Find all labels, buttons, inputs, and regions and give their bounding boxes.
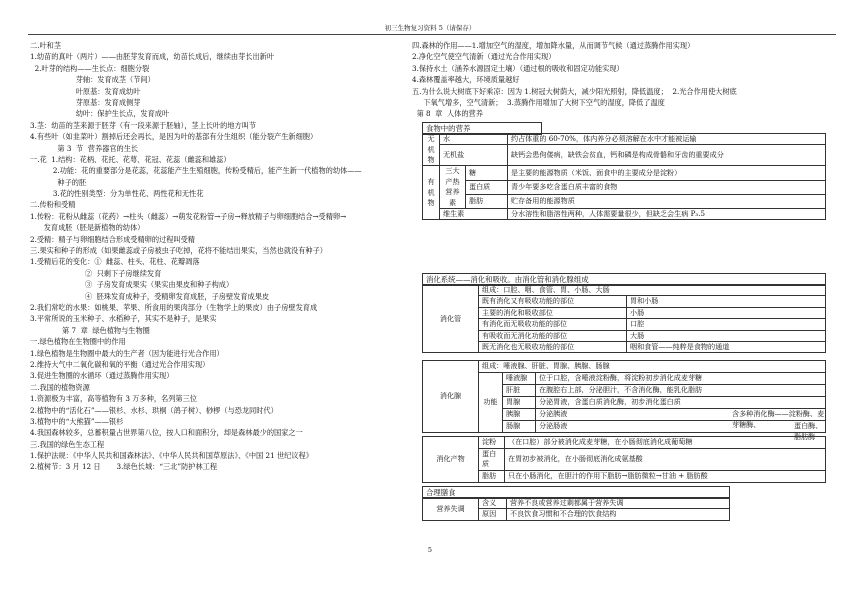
gland-name: 肠腺: [503, 421, 536, 433]
text-line: 3.花的性别类型：分为单性花、两性花和无性花: [30, 189, 204, 199]
tract-row: 既有消化又有吸收功能的部位: [479, 296, 627, 307]
gland-desc: 在腹腔右上部，分泌胆汁，不含消化酶，能乳化脂肪: [536, 385, 826, 397]
product-label: 消化产物: [423, 437, 479, 483]
text-line: 叶原基：发育成幼叶: [30, 86, 141, 96]
fat-label: 脂肪: [466, 194, 508, 208]
gland-desc: 位于口腔，含唾液淀粉酶，将淀粉初步消化成麦芽糖: [536, 373, 826, 385]
gland-name: 唾液腺: [503, 373, 536, 385]
tract-value: 小肠: [627, 307, 826, 318]
text-line: 第 8 章 人体的营养: [412, 109, 483, 119]
text-line: 四.森林的作用——1.增加空气的湿度，增加降水量，从而调节气候（通过蒸腾作用实现）: [412, 41, 695, 50]
diet-label: 营养失调: [423, 498, 479, 521]
nutrition-title: 食物中的营养: [422, 122, 542, 135]
fat-desc: 贮存备用的能源物质: [508, 194, 826, 208]
product-name: 脂肪: [479, 470, 505, 482]
tract-label: 消化管: [423, 285, 479, 353]
gland-name: 胰腺: [503, 409, 536, 421]
sugar-desc: 是主要的能源物质（米饭、面食中的主要成分是淀粉）: [508, 166, 826, 180]
text-line: 3.植物中的“大熊猫”——银杉: [30, 416, 124, 426]
enzymes-line2: 蛋白酶、脂肪酶: [794, 421, 823, 441]
text-line: 二.我国的植物资源: [30, 382, 90, 392]
text-line: 第 3 节 营养器官的生长: [30, 143, 139, 153]
right-column: [412, 40, 822, 120]
product-desc: （在口腔）部分被消化成麦芽糖，在小肠彻底消化成葡萄糖: [505, 437, 826, 449]
pancreas-desc: 分泌胰液: [539, 409, 568, 419]
product-desc: 只在小肠消化，在胆汁的作用下脂肪→脂肪微粒→甘油 + 脂肪酸: [505, 470, 826, 482]
text-line: 2.功能：花的重要部分是花蕊，花蕊能产生生殖细胞，传粉受精后，能产生新一代植物的幼体——: [30, 166, 362, 176]
gland-desc: 分泌胃液，含蛋白质消化酶，初步消化蛋白质: [536, 397, 826, 409]
function-label: 功能: [479, 373, 503, 433]
text-line: 芽原基：发育成侧芽: [30, 97, 141, 107]
diet-key: 含义: [479, 498, 507, 509]
nutrition-table: [422, 133, 826, 220]
text-line: 2.受精：精子与卵细胞结合形成受精卵的过程叫受精: [30, 234, 195, 244]
three-label: 三大产热营养素: [440, 166, 466, 209]
protein-desc: 青少年要多吃含蛋白质丰富的食物: [508, 180, 826, 194]
gland-label: 消化腺: [423, 361, 479, 433]
digestion-gland-table: [422, 360, 826, 441]
text-line: 下氧气增多，空气清新； 3.蒸腾作用增加了大树下空气的湿度，降低了温度: [412, 97, 665, 107]
text-line: 1.绿色植物是生物圈中最大的生产者（因为能进行光合作用）: [30, 348, 224, 358]
text-line: 2.叶芽的结构——生长点：细胞分裂: [30, 63, 150, 73]
text-line: 2.植树节：3 月 12 日 3.绿色长城：“三北”防护林工程: [30, 462, 218, 472]
tract-row: 既无消化也无吸收功能的部位: [479, 342, 627, 353]
vitamin-desc: 分水溶性和脂溶性两种，人体需要量很少，但缺乏会生病 P₃.5: [508, 209, 826, 220]
tract-value: 口腔: [627, 319, 826, 330]
text-line: 1.幼苗的真叶（两片）——由胚芽发育而成，幼苗长成后，继续由芽长出新叶: [30, 52, 275, 62]
text-line: 4.我国森林较多，总蓄积量占世界第八位，按人口和面积分，却是森林最少的国家之一: [30, 428, 303, 438]
text-line: 二.传粉和受精: [30, 200, 76, 210]
inorganic-label: 无机物: [423, 134, 440, 166]
tract-value: 咽和食管——纯粹是食物的通道: [627, 342, 826, 353]
text-line: 种子的胚: [30, 177, 87, 187]
water-desc: 约占体重的 60-70%，体内养分必须溶解在水中才能被运输: [508, 134, 826, 145]
gland-name: 胃腺: [503, 397, 536, 409]
protein-label: 蛋白质: [466, 180, 508, 194]
text-line: 4.有些叶（如韭菜叶）割掉后还会再长，是因为叶的基部有分生组织（能分裂产生新细胞）: [30, 132, 318, 142]
product-desc: 在胃初步被消化，在小肠彻底消化成氨基酸: [505, 449, 826, 471]
text-line: 3.保持水土（涵养水源固定土壤）（通过根的吸收和固定功能实现）: [412, 63, 624, 73]
text-line: 3.促进生物圈的水循环（通过蒸腾作用实现）: [30, 371, 174, 381]
water-label: 水: [440, 134, 508, 145]
diet-value: 不良饮食习惯和不合理的饮食结构: [507, 509, 730, 520]
text-line: 1.保护法规：《中华人民共和国森林法》、《中华人民共和国草原法》、《中国 21 世纪议程》: [30, 451, 313, 461]
text-line: 1.受精后花的变化：① 雌蕊、柱头、花柱、花瓣凋落: [30, 257, 200, 267]
diet-key: 原因: [479, 509, 507, 520]
product-name: 淀粉: [479, 437, 505, 449]
text-line: 芽轴：发育成茎（节间）: [30, 75, 155, 85]
tract-row: 有吸收而无消化功能的部位: [479, 330, 627, 341]
header-rule: [28, 34, 836, 35]
text-line: 发育成胚（胚是新植物的幼体）: [30, 223, 145, 233]
gland-name: 肝脏: [503, 385, 536, 397]
page-header: 初三生物复习资料 5（请保存）: [384, 24, 476, 32]
text-line: 二.叶和茎: [30, 41, 62, 50]
text-line: ② 只剩下子房继续发育: [30, 268, 162, 278]
text-line: 2.我们常吃的水果：如桃果、苹果、所食用的果肉部分（生物学上的果皮）由子房壁发育成: [30, 302, 318, 312]
product-name: 蛋白质: [479, 449, 505, 471]
text-line: 4.森林覆盖率越大，环境质量越好: [412, 75, 520, 85]
text-line: ④ 胚珠发育成种子，受精卵发育成胚，子房壁发育成果皮: [30, 291, 270, 301]
text-line: 3.茎：幼苗的茎来源于胚芽（有一段来源于胚轴），茎上长叶的地方叫节: [30, 120, 257, 130]
vitamin-label: 维生素: [440, 209, 508, 220]
text-line: 2.净化空气使空气清新（通过光合作用实现）: [412, 52, 556, 62]
text-line: 1.传粉：花粉从雌蕊（花药）→柱头（雌蕊）→萌发花粉管→子房→释放精子与卵细胞结合→受精卵→: [30, 211, 347, 221]
digestion-title: 消化系统——消化和吸收。由消化管和消化腺组成: [422, 273, 826, 286]
tract-row: 有消化而无吸收功能的部位: [479, 319, 627, 330]
salt-label: 无机盐: [440, 145, 508, 166]
text-line: 幼叶：保护生长点，发育成叶: [30, 109, 170, 119]
left-column: [30, 40, 402, 473]
text-line: 三.果实和种子的形成（如果雌蕊或子房被虫子吃掉，花将不能结出果实，当然也就没有种子）: [30, 246, 327, 256]
enzymes-line1: 含多种消化酶——淀粉酶、麦芽糖酶、: [732, 409, 825, 429]
text-line: 1.资源极为丰富，高等植物有 3 万多种，名列第三位: [30, 394, 197, 404]
text-line: 2.维持大气中二氧化碳和氧的平衡（通过光合作用实现）: [30, 359, 210, 369]
text-line: 三.我国的绿色生态工程: [30, 439, 105, 449]
tract-value: 胃和小肠: [627, 296, 826, 307]
text-line: 2.植物中的“活化石”——银杉、水杉、珙桐（鸽子树）、桫椤（与恐龙同时代）: [30, 405, 278, 415]
page-number: 5: [427, 546, 433, 554]
text-line: 3.平常所说的玉米种子、水稻种子，其实不是种子，是果实: [30, 314, 217, 324]
sugar-label: 糖: [466, 166, 508, 180]
text-line: 五.为什么说大树底下好乘凉：因为 1.树冠大树荫大，减少阳光照射，降低温度； 2.光合作用使大树底: [412, 86, 737, 96]
diet-title: 合理膳食: [422, 486, 730, 499]
tract-row: 主要的消化和吸收部位: [479, 307, 627, 318]
tract-value: 大肠: [627, 330, 826, 341]
tract-row: 组成：口腔、咽、食管、胃、小肠、大肠: [479, 285, 826, 296]
diet-table: [422, 497, 730, 521]
text-line: 一.绿色植物在生物圈中的作用: [30, 337, 126, 347]
diet-value: 营养不良或营养过剩都属于营养失调: [507, 498, 730, 509]
intestine-desc: 分泌肠液: [539, 421, 568, 431]
gland-composition: 组成：唾液腺、肝脏、胃腺、胰腺、肠腺: [479, 361, 826, 373]
salt-desc: 缺钙会患佝偻病，缺铁会贫血，钙和磷是构成骨骼和牙齿的重要成分: [508, 145, 826, 166]
digestion-product-table: [422, 436, 826, 483]
text-line: 第 7 章 绿色植物与生物圈: [30, 325, 150, 335]
text-line: 一.花 1.结构：花柄、花托、花萼、花冠、花蕊（雌蕊和雄蕊）: [30, 154, 231, 164]
gland-desc: [536, 421, 826, 441]
text-line: ③ 子房发育成果实（果实由果皮和种子构成）: [30, 280, 234, 290]
organic-label: 有机物: [423, 166, 440, 220]
digestion-tract-table: [422, 284, 826, 353]
